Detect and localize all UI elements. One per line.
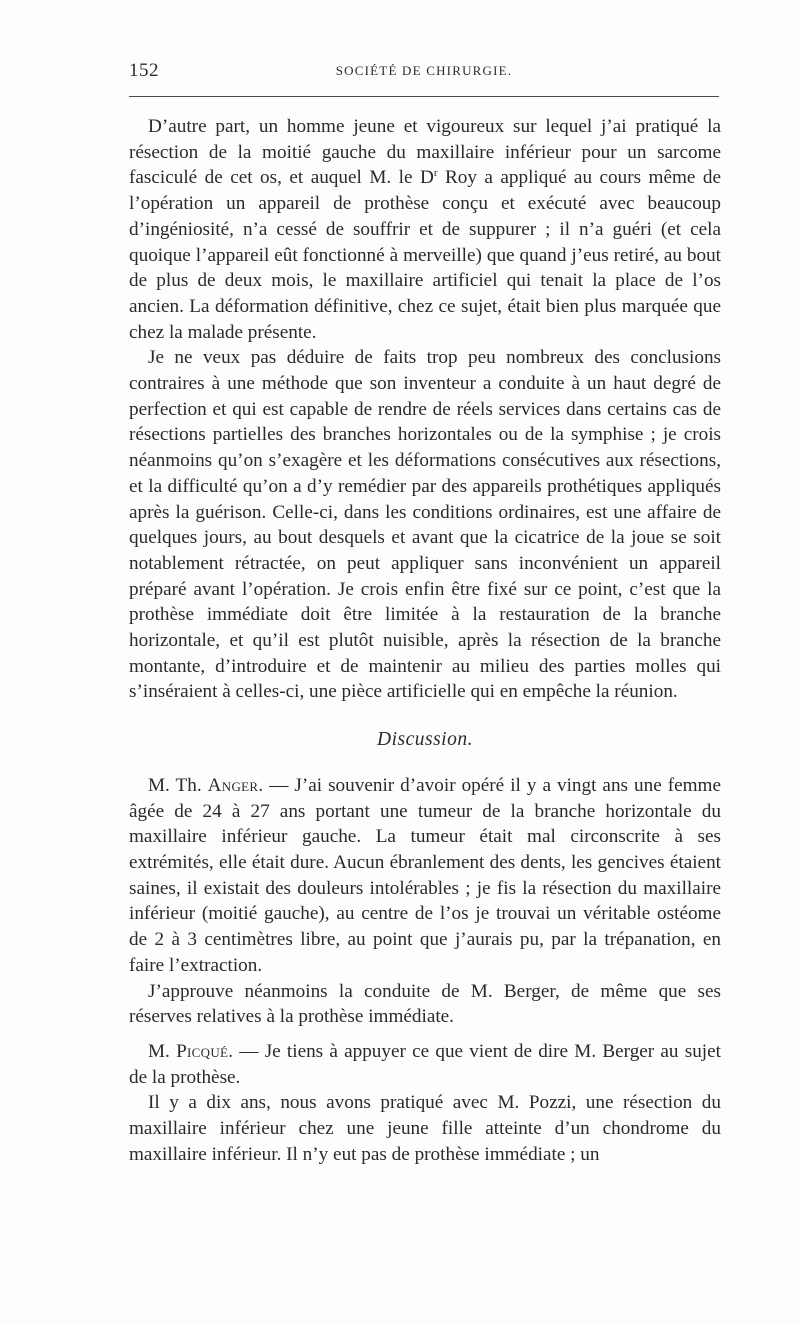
- speaker-name: Anger: [207, 774, 259, 796]
- paragraph-text: D’autre part, un homme jeune et vigoureux sur lequel j’ai pratiqué la résection de la moitié gauche du maxillaire inférieur pour un sarcome fasciculé de cet os, et auquel M. le D: [129, 116, 721, 189]
- paragraph-text: . — Je tiens à appuyer ce que vient de dire M. Berger au sujet de la prothèse.: [129, 1040, 721, 1088]
- paragraph-text: Roy a appliqué au cours même de l’opération un appareil de prothèse conçu et exécuté avec beaucoup d’ingéniosité, n’a cessé de souffrir et de suppurer ; il n’a guéri (et cela quoique l’appareil eût fonctionné à merveille) que quand j’eus retiré, au bout de plus de deux mois, le maxillaire artificiel qui tenait la place de l’os ancien. La déformation définitive, chez ce sujet, était bien plus marquée que chez la malade présente.: [129, 167, 721, 343]
- page-number: 152: [129, 60, 159, 81]
- page-body: [129, 114, 721, 1167]
- page-header: [129, 60, 719, 86]
- speaker-name: Picqué: [176, 1040, 229, 1062]
- paragraph: Je ne veux pas déduire de faits trop peu nombreux des conclusions contraires à une méthode que son inventeur a conduite à un haut degré de perfection et qui est capable de rendre de réels services dans certains cas de résections partielles des branches horizontales ou de la symphise ; je crois néanmoins qu’on s’exagère et les déformations consécutives aux résections, et la difficulté qu’on a d’y remédier par des appareils prothétiques appliqués après la guérison. Celle-ci, dans les conditions ordinaires, est une affaire de quelques jours, au bout desquels et avant que la cicatrice de la joue se soit notablement rétractée, on peut appliquer sans inconvénient un appareil préparé avant l’opération. Je crois enfin être fixé sur ce point, c’est que la prothèse immédiate doit être limitée à la restauration de la branche horizontale, et qu’il est plutôt nuisible, après la résection de la branche montante, d’introduire et de maintenir au milieu des parties molles qui s’inséraient à celles-ci, une pièce artificielle qui en empêche la réunion.: [129, 347, 721, 703]
- paragraph: Il y a dix ans, nous avons pratiqué avec M. Pozzi, une résection du maxillaire inférieur chez une jeune fille atteinte d’un chondrome du maxillaire inférieur. Il n’y eut pas de prothèse immédiate ; un: [129, 1092, 721, 1165]
- section-title: Discussion.: [377, 729, 473, 751]
- header-rule: [129, 96, 719, 97]
- paragraph-text: . — J’ai souvenir d’avoir opéré il y a vingt ans une femme âgée de 24 à 27 ans portant une tumeur de la branche horizontale du maxillaire inférieur gauche. La tumeur était mal circonscrite à ses extrémités, elle était dure. Aucun ébranlement des dents, les gencives étaient saines, il existait des douleurs intolérables ; je fis la résection du maxillaire inférieur (moitié gauche), au centre de l’os je trouvai un véritable ostéome de 2 à 3 centimètres libre, au point que j’aurais pu, par la trépanation, en faire l’extraction.: [129, 774, 721, 976]
- paragraph: [129, 114, 721, 345]
- speaker-prefix: M.: [148, 1040, 177, 1062]
- paragraph: J’approuve néanmoins la conduite de M. Berger, de même que ses réserves relatives à la prothèse immédiate.: [129, 980, 721, 1028]
- speaker-prefix: M. Th.: [148, 774, 208, 796]
- running-head: SOCIÉTÉ DE CHIRURGIE.: [335, 63, 513, 78]
- paragraph: [129, 1039, 721, 1090]
- paragraph: [129, 773, 721, 979]
- superscript: r: [433, 167, 438, 180]
